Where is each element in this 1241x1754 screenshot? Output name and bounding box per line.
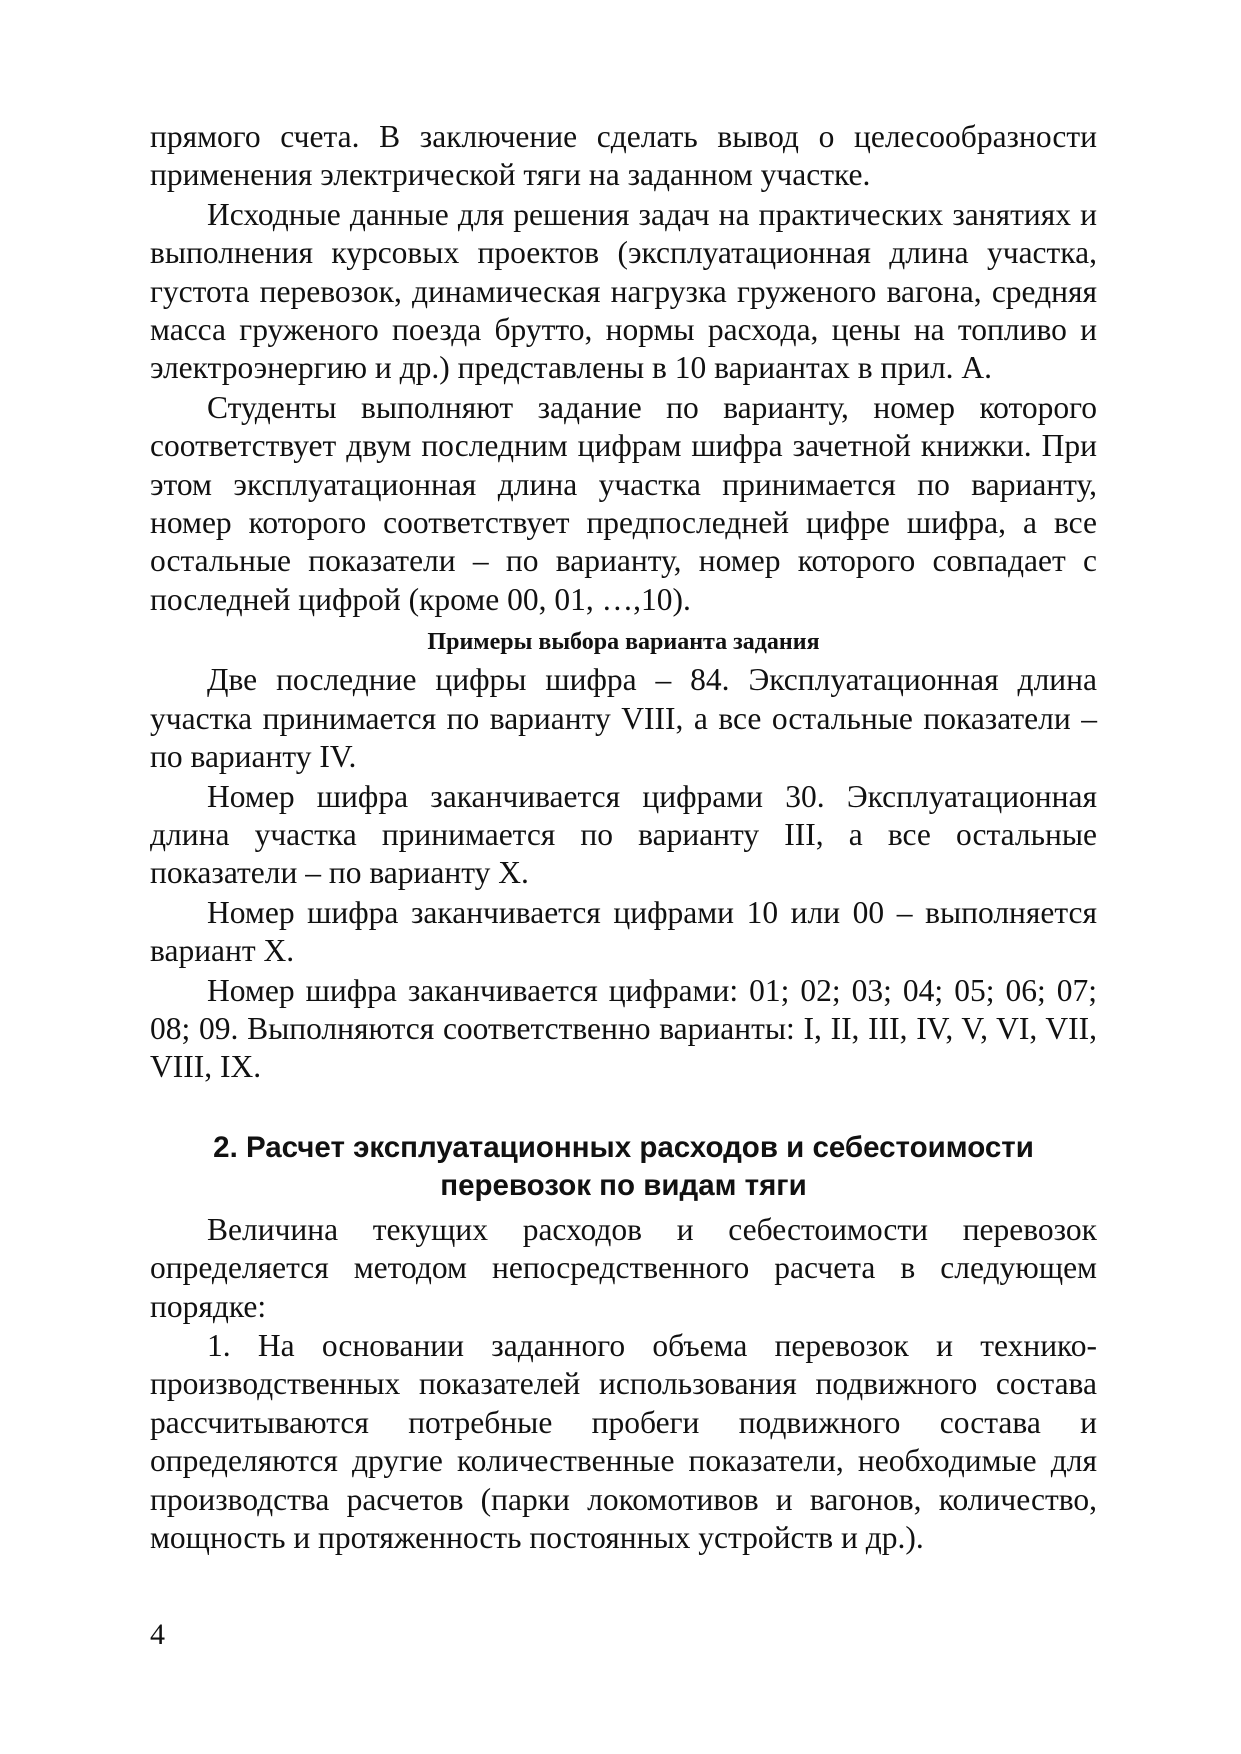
page-content: [150, 118, 1097, 1558]
examples-heading: Примеры выбора варианта задания: [427, 629, 820, 656]
example-paragraph-84: Две последние цифры шифра – 84. Эксплуатационная длина участка принимается по варианту VIII, а все остальные показатели – по варианту IV.: [150, 662, 1097, 775]
section-paragraph-step-1: 1. На основании заданного объема перевозок и технико-производственных показателей использования подвижного состава рассчитываются потребные пробеги подвижного состава и определяются другие количественные показатели, необходимые для производства расчетов (парки локомотивов и вагонов, количество, мощность и протяженность постоянных устройств и др.).: [150, 1327, 1097, 1555]
paragraph-students-variant: Студенты выполняют задание по варианту, номер которого соответствует двум последним цифрам шифра зачетной книжки. При этом эксплуатационная длина участка принимается по варианту, номер которого соответствует предпоследней цифре шифра, а все остальные показатели – по варианту, номер которого совпадает с последней цифрой (кроме 00, 01, …,10).: [150, 389, 1097, 617]
page-number: 4: [150, 1618, 165, 1651]
example-paragraph-10-00: Номер шифра заканчивается цифрами 10 или 00 – выполняется вариант X.: [150, 894, 1097, 969]
example-paragraph-01-09: Номер шифра заканчивается цифрами: 01; 02; 03; 04; 05; 06; 07; 08; 09. Выполняются соответственно варианты: I, II, III, IV, V, VI, VII, VIII, IX.: [150, 972, 1097, 1085]
paragraph-initial-data: Исходные данные для решения задач на практических занятиях и выполнения курсовых проектов (эксплуатационная длина участка, густота перевозок, динамическая нагрузка груженого вагона, средняя масса груженого поезда брутто, нормы расхода, цены на топливо и электроэнергию и др.) представлены в 10 вариантах в прил. А.: [150, 196, 1097, 386]
section-heading: 2. Расчет эксплуатационных расходов и себестоимости перевозок по видам тяги: [213, 1130, 1034, 1202]
paragraph-continuation: прямого счета. В заключение сделать вывод о целесообразности применения электрической тяги на заданном участке.: [150, 119, 1097, 193]
example-paragraph-30: Номер шифра заканчивается цифрами 30. Эксплуатационная длина участка принимается по варианту III, а все остальные показатели – по варианту X.: [150, 778, 1097, 891]
section-paragraph-intro: Величина текущих расходов и себестоимости перевозок определяется методом непосредственного расчета в следующем порядке:: [150, 1211, 1097, 1324]
